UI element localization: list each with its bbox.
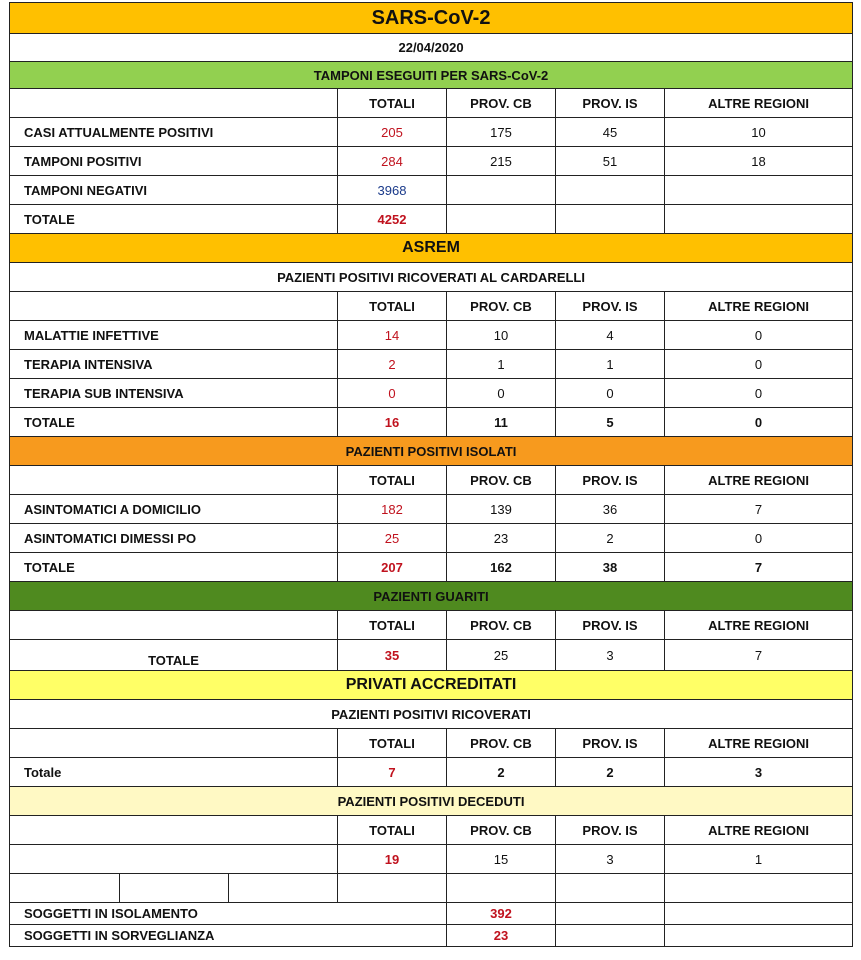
cell-prov-is: 4 — [556, 321, 665, 350]
cell-totali: 4252 — [338, 205, 447, 234]
cell-altre-regioni: 18 — [665, 147, 853, 176]
row-label: Totale — [10, 758, 338, 787]
table-row — [10, 495, 853, 524]
cell-prov-is: 36 — [556, 495, 665, 524]
col-header-prov-cb: PROV. CB — [447, 466, 556, 495]
section-subheading-cardarelli: PAZIENTI POSITIVI RICOVERATI AL CARDARELLI — [10, 263, 853, 292]
col-header-totali: TOTALI — [338, 466, 447, 495]
cell-prov-cb: 11 — [447, 408, 556, 437]
col-header-altre-regioni: ALTRE REGIONI — [665, 292, 853, 321]
cell-altre-regioni: 0 — [665, 321, 853, 350]
table-row — [10, 524, 853, 553]
cell-totali: 3968 — [338, 176, 447, 205]
blank-cell — [338, 874, 447, 903]
header-blank — [10, 89, 338, 118]
col-header-totali: TOTALI — [338, 611, 447, 640]
blank-row — [10, 874, 853, 903]
cell-prov-is: 3 — [556, 845, 665, 874]
cell-totali: 16 — [338, 408, 447, 437]
cell-totali: 205 — [338, 118, 447, 147]
cell-totali: 35 — [338, 640, 447, 671]
cell-prov-cb: 162 — [447, 553, 556, 582]
row-label — [10, 845, 338, 874]
row-label: TOTALE — [10, 205, 338, 234]
cell-prov-is: 2 — [556, 524, 665, 553]
col-header-altre-regioni: ALTRE REGIONI — [665, 611, 853, 640]
header-blank — [10, 466, 338, 495]
col-header-prov-is: PROV. IS — [556, 292, 665, 321]
table-row — [10, 118, 853, 147]
cell-altre-regioni: 7 — [665, 553, 853, 582]
col-header-altre-regioni: ALTRE REGIONI — [665, 729, 853, 758]
row-label-sorveglianza: SOGGETTI IN SORVEGLIANZA — [10, 925, 447, 947]
cell-prov-is — [556, 176, 665, 205]
cell-totali: 284 — [338, 147, 447, 176]
table-row — [10, 321, 853, 350]
cell-prov-cb: 1 — [447, 350, 556, 379]
cell-totali: 19 — [338, 845, 447, 874]
table-row — [10, 845, 853, 874]
report-title: SARS-CoV-2 — [10, 3, 853, 34]
blank-cell — [665, 925, 853, 947]
col-header-prov-is: PROV. IS — [556, 89, 665, 118]
cell-prov-is: 51 — [556, 147, 665, 176]
cell-altre-regioni: 0 — [665, 408, 853, 437]
cell-totali: 2 — [338, 350, 447, 379]
cell-altre-regioni: 10 — [665, 118, 853, 147]
cell-isolamento-value: 392 — [447, 903, 556, 925]
cell-prov-cb: 175 — [447, 118, 556, 147]
cell-prov-is: 1 — [556, 350, 665, 379]
col-header-totali: TOTALI — [338, 89, 447, 118]
col-header-prov-cb: PROV. CB — [447, 611, 556, 640]
section-heading-guariti: PAZIENTI GUARITI — [10, 582, 853, 611]
col-header-prov-is: PROV. IS — [556, 611, 665, 640]
cell-altre-regioni: 7 — [665, 640, 853, 671]
cell-prov-cb: 2 — [447, 758, 556, 787]
col-header-prov-cb: PROV. CB — [447, 89, 556, 118]
row-label: TOTALE — [10, 408, 338, 437]
table-row — [10, 903, 853, 925]
cell-altre-regioni: 7 — [665, 495, 853, 524]
row-label: TERAPIA INTENSIVA — [10, 350, 338, 379]
blank-cell — [665, 903, 853, 925]
col-header-altre-regioni: ALTRE REGIONI — [665, 816, 853, 845]
table-row — [10, 553, 853, 582]
table-row — [10, 350, 853, 379]
cell-prov-cb: 0 — [447, 379, 556, 408]
cell-prov-is: 0 — [556, 379, 665, 408]
table-row — [10, 176, 853, 205]
blank-cell — [447, 874, 556, 903]
cell-prov-cb — [447, 205, 556, 234]
cell-prov-cb: 15 — [447, 845, 556, 874]
col-header-prov-is: PROV. IS — [556, 816, 665, 845]
row-label: TERAPIA SUB INTENSIVA — [10, 379, 338, 408]
section-heading-tamponi: TAMPONI ESEGUITI PER SARS-CoV-2 — [10, 62, 853, 89]
cell-prov-cb: 25 — [447, 640, 556, 671]
blank-cell — [556, 925, 665, 947]
table-row — [10, 925, 853, 947]
section-heading-isolati: PAZIENTI POSITIVI ISOLATI — [10, 437, 853, 466]
table-row — [10, 379, 853, 408]
section-heading-asrem: ASREM — [10, 234, 853, 263]
section-subheading-ricoverati: PAZIENTI POSITIVI RICOVERATI — [10, 700, 853, 729]
cell-sorveglianza-value: 23 — [447, 925, 556, 947]
table-row — [10, 408, 853, 437]
col-header-totali: TOTALI — [338, 816, 447, 845]
row-label: TOTALE — [10, 553, 338, 582]
cell-totali: 14 — [338, 321, 447, 350]
covid-report-sheet — [9, 2, 852, 947]
blank-cell — [10, 874, 120, 903]
cell-prov-cb: 10 — [447, 321, 556, 350]
cell-prov-is: 5 — [556, 408, 665, 437]
col-header-totali: TOTALI — [338, 729, 447, 758]
cell-prov-is: 45 — [556, 118, 665, 147]
cell-altre-regioni: 1 — [665, 845, 853, 874]
col-header-totali: TOTALI — [338, 292, 447, 321]
report-table — [9, 2, 853, 947]
cell-prov-is — [556, 205, 665, 234]
cell-altre-regioni: 0 — [665, 524, 853, 553]
cell-prov-cb: 23 — [447, 524, 556, 553]
cell-totali: 182 — [338, 495, 447, 524]
col-header-altre-regioni: ALTRE REGIONI — [665, 466, 853, 495]
row-label: TAMPONI NEGATIVI — [10, 176, 338, 205]
col-header-prov-cb: PROV. CB — [447, 292, 556, 321]
cell-prov-is: 38 — [556, 553, 665, 582]
section-heading-deceduti: PAZIENTI POSITIVI DECEDUTI — [10, 787, 853, 816]
blank-cell — [229, 874, 338, 903]
cell-altre-regioni: 3 — [665, 758, 853, 787]
row-label: ASINTOMATICI DIMESSI PO — [10, 524, 338, 553]
section-heading-privati: PRIVATI ACCREDITATI — [10, 671, 853, 700]
cell-altre-regioni — [665, 176, 853, 205]
blank-cell — [556, 874, 665, 903]
row-label: MALATTIE INFETTIVE — [10, 321, 338, 350]
cell-totali: 207 — [338, 553, 447, 582]
col-header-prov-is: PROV. IS — [556, 466, 665, 495]
col-header-prov-is: PROV. IS — [556, 729, 665, 758]
cell-prov-cb: 139 — [447, 495, 556, 524]
table-row — [10, 205, 853, 234]
col-header-prov-cb: PROV. CB — [447, 816, 556, 845]
cell-totali: 25 — [338, 524, 447, 553]
blank-cell — [120, 874, 229, 903]
report-date: 22/04/2020 — [10, 34, 853, 62]
cell-altre-regioni: 0 — [665, 350, 853, 379]
header-blank — [10, 729, 338, 758]
cell-prov-cb — [447, 176, 556, 205]
col-header-altre-regioni: ALTRE REGIONI — [665, 89, 853, 118]
col-header-prov-cb: PROV. CB — [447, 729, 556, 758]
cell-totali: 7 — [338, 758, 447, 787]
cell-totali: 0 — [338, 379, 447, 408]
row-label: ASINTOMATICI A DOMICILIO — [10, 495, 338, 524]
table-row — [10, 758, 853, 787]
blank-cell — [665, 874, 853, 903]
table-row — [10, 640, 853, 671]
row-label: CASI ATTUALMENTE POSITIVI — [10, 118, 338, 147]
cell-prov-is: 2 — [556, 758, 665, 787]
cell-prov-is: 3 — [556, 640, 665, 671]
row-label: TAMPONI POSITIVI — [10, 147, 338, 176]
cell-prov-cb: 215 — [447, 147, 556, 176]
row-label-isolamento: SOGGETTI IN ISOLAMENTO — [10, 903, 447, 925]
header-blank — [10, 816, 338, 845]
cell-altre-regioni: 0 — [665, 379, 853, 408]
header-blank — [10, 611, 338, 640]
row-label: TOTALE — [10, 640, 338, 671]
cell-altre-regioni — [665, 205, 853, 234]
blank-cell — [556, 903, 665, 925]
table-row — [10, 147, 853, 176]
header-blank — [10, 292, 338, 321]
